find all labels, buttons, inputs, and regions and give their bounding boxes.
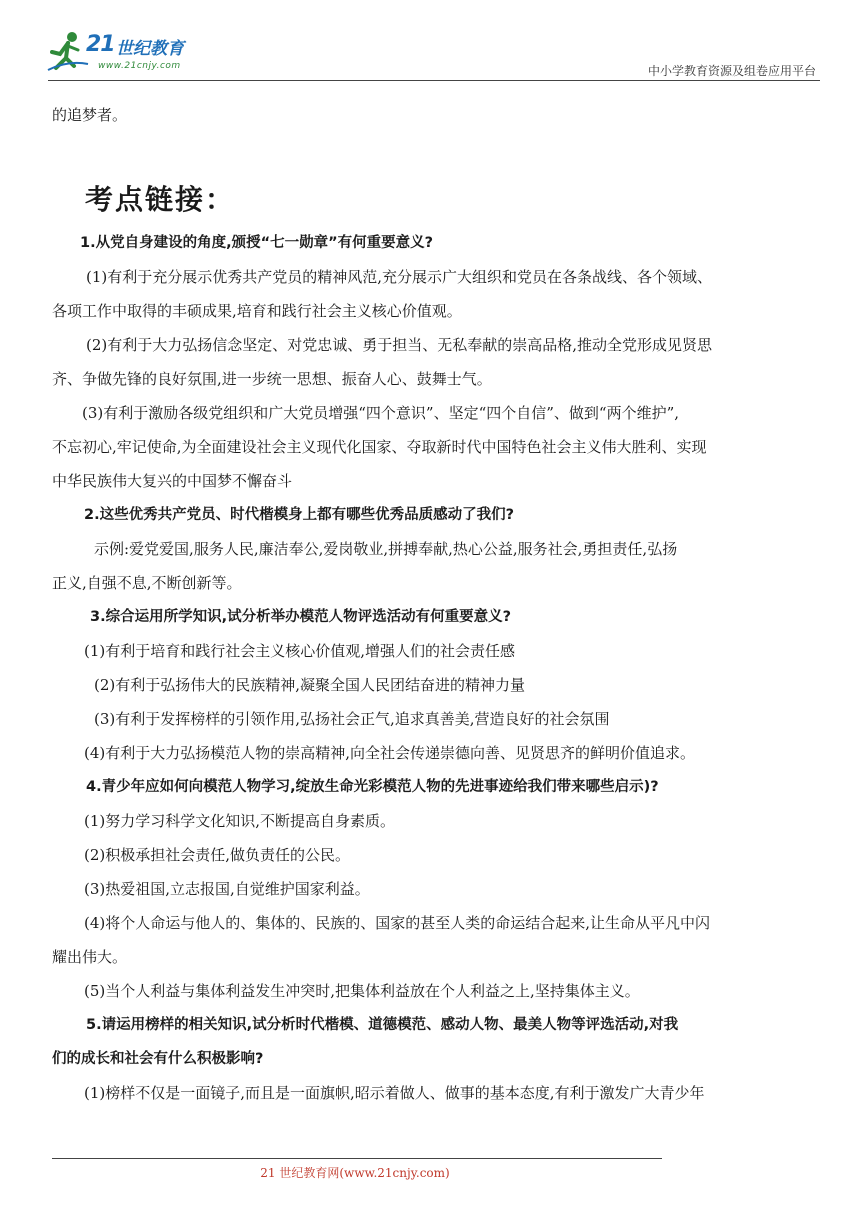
question-5-title-line-2: 们的成长和社会有什么积极影响? [52, 1051, 264, 1067]
question-5-title-line-1: 5.请运用榜样的相关知识,试分析时代楷模、道德模范、感动人物、最美人物等评选活动,对我 [86, 1017, 679, 1033]
q5-answer-1-line-1: (1)榜样不仅是一面镜子,而且是一面旗帜,昭示着做人、做事的基本态度,有利于激发广大青少年 [84, 1084, 705, 1102]
q2-answer-line-1: 示例:爱党爱国,服务人民,廉洁奉公,爱岗敬业,拼搏奉献,热心公益,服务社会,勇担责任,弘扬 [94, 540, 678, 558]
intro-tail: 的追梦者。 [52, 106, 128, 124]
q4-answer-2: (2)积极承担社会责任,做负责任的公民。 [84, 846, 351, 864]
q1-answer-2-line-1: (2)有利于大力弘扬信念坚定、对党忠诚、勇于担当、无私奉献的崇高品格,推动全党形成见贤思 [86, 336, 713, 354]
question-2-title: 2.这些优秀共产党员、时代楷模身上都有哪些优秀品质感动了我们? [84, 507, 515, 523]
q1-answer-1-line-2: 各项工作中取得的丰硕成果,培育和践行社会主义核心价值观。 [52, 302, 462, 320]
q4-answer-5: (5)当个人利益与集体利益发生冲突时,把集体利益放在个人利益之上,坚持集体主义。 [84, 982, 640, 1000]
q4-answer-3: (3)热爱祖国,立志报国,自觉维护国家利益。 [84, 880, 370, 898]
q1-answer-1-line-1: (1)有利于充分展示优秀共产党员的精神风范,充分展示广大组织和党员在各条战线、各个领域、 [86, 268, 713, 286]
q3-answer-3: (3)有利于发挥榜样的引领作用,弘扬社会正气,追求真善美,营造良好的社会氛围 [94, 710, 610, 728]
runner-icon [46, 30, 90, 74]
q3-answer-4: (4)有利于大力弘扬模范人物的崇高精神,向全社会传递崇德向善、见贤思齐的鲜明价值追求。 [84, 744, 696, 762]
q1-answer-3-line-3: 中华民族伟大复兴的中国梦不懈奋斗 [52, 472, 293, 490]
q4-answer-4-line-2: 耀出伟大。 [52, 948, 128, 966]
footer-divider [52, 1158, 662, 1159]
question-3-title: 3.综合运用所学知识,试分析举办模范人物评选活动有何重要意义? [90, 609, 512, 625]
section-heading: 考点链接： [85, 183, 236, 216]
q3-answer-2: (2)有利于弘扬伟大的民族精神,凝聚全国人民团结奋进的精神力量 [94, 676, 526, 694]
question-4-title: 4.青少年应如何向模范人物学习,绽放生命光彩模范人物的先进事迹给我们带来哪些启示)? [86, 779, 659, 795]
platform-title: 中小学教育资源及组卷应用平台 [647, 64, 816, 78]
page-header [46, 28, 816, 80]
logo-url: www.21cnjy.com [98, 61, 181, 71]
site-logo[interactable] [46, 28, 226, 78]
question-1-title: 1.从党自身建设的角度,颁授“七一勋章”有何重要意义? [80, 235, 434, 251]
q1-answer-3-line-1: (3)有利于激励各级党组织和广大党员增强“四个意识”、坚定“四个自信”、做到“两个维护”, [82, 404, 680, 422]
document-body [52, 98, 812, 1110]
logo-number: 21 [86, 32, 115, 57]
footer-text[interactable]: 21 世纪教育网(www.21cnjy.com) [260, 1166, 450, 1180]
q1-answer-3-line-2: 不忘初心,牢记使命,为全面建设社会主义现代化国家、夺取新时代中国特色社会主义伟大胜利、实现 [52, 438, 707, 456]
q1-answer-2-line-2: 齐、争做先锋的良好氛围,进一步统一思想、振奋人心、鼓舞士气。 [52, 370, 492, 388]
logo-text: 世纪教育 [116, 39, 184, 59]
q4-answer-4-line-1: (4)将个人命运与他人的、集体的、民族的、国家的甚至人类的命运结合起来,让生命从平凡中闪 [84, 914, 711, 932]
q2-answer-line-2: 正义,自强不息,不断创新等。 [52, 574, 242, 592]
q3-answer-1: (1)有利于培育和践行社会主义核心价值观,增强人们的社会责任感 [84, 642, 516, 660]
q4-answer-1: (1)努力学习科学文化知识,不断提高自身素质。 [84, 812, 396, 830]
header-divider [48, 80, 820, 81]
